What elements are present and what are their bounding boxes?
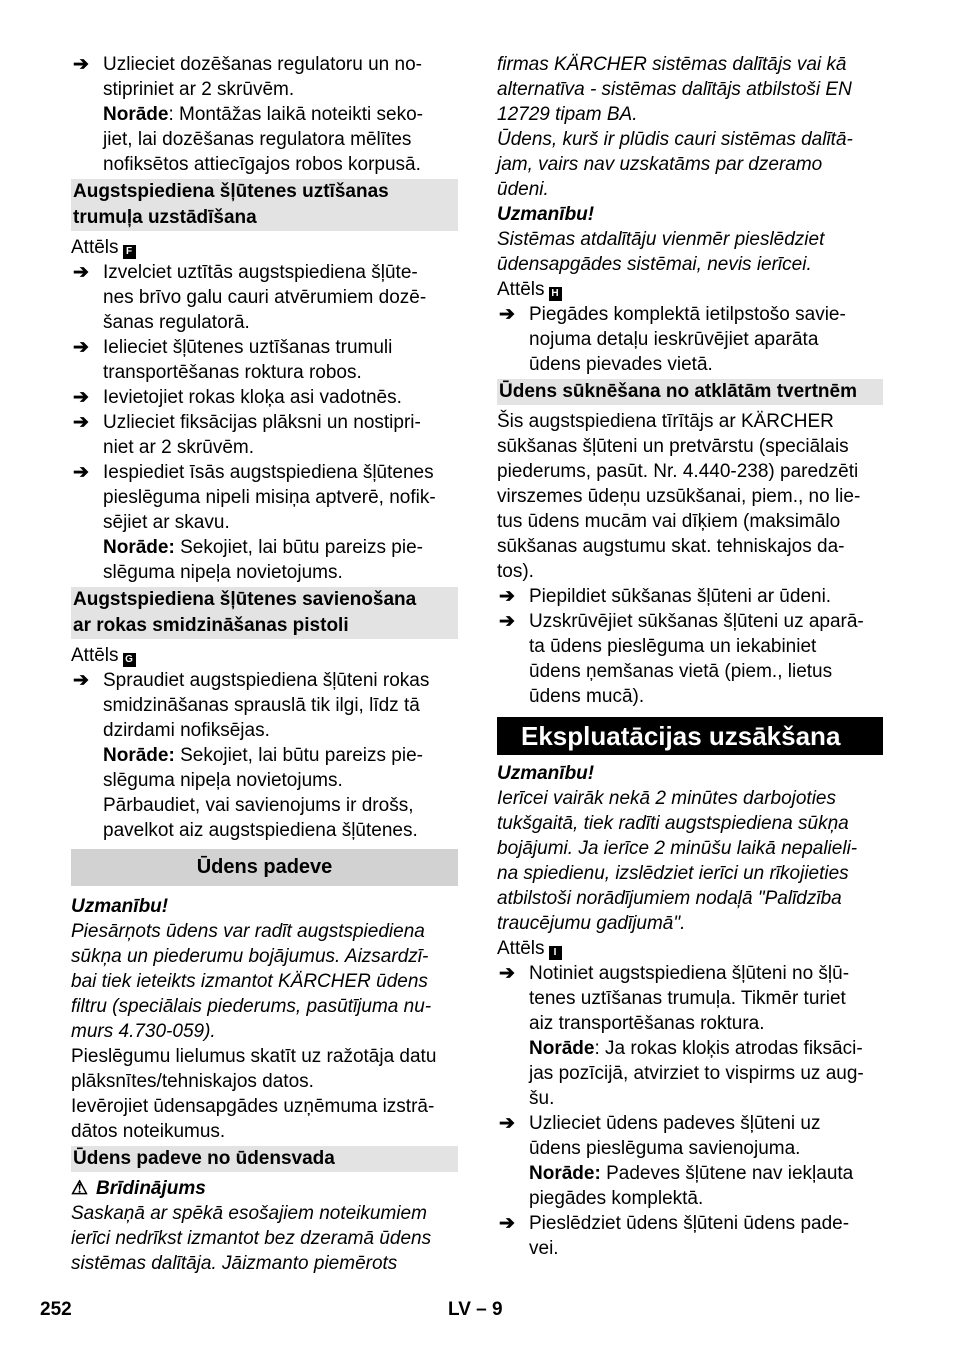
chapter-heading: Ekspluatācijas uzsākšana [497, 717, 883, 755]
note-label: Norāde: [103, 745, 175, 766]
instruction-item: ➔ Uzlieciet dozēšanas regulatoru un no- stipriniet ar 2 skrūvēm. Norāde: Montāžas laikā noteikti seko- jiet, lai dozēšanas regulatora mēlītes nofiksētos attiecīgajos robos korpusā. [73, 54, 423, 175]
arrow-right-icon: ➔ [73, 412, 89, 433]
arrow-right-icon: ➔ [73, 462, 89, 483]
arrow-right-icon: ➔ [499, 1213, 515, 1234]
arrow-right-icon: ➔ [499, 1113, 515, 1134]
figure-reference: Attēls F [71, 235, 458, 260]
warning-heading: ⚠ Brīdinājums [71, 1178, 206, 1199]
section-heading: Ūdens padeve no ūdensvada [71, 1146, 458, 1172]
arrow-right-icon: ➔ [499, 586, 515, 607]
instruction-item: ➔ Pieslēdziet ūdens šļūteni ūdens pade- vei. [499, 1213, 850, 1259]
figure-reference: Attēls I [497, 936, 883, 961]
arrow-right-icon: ➔ [73, 262, 89, 283]
arrow-right-icon: ➔ [499, 304, 515, 325]
arrow-right-icon: ➔ [73, 54, 89, 75]
note-label: Norāde [103, 104, 169, 125]
section-heading: Augstspiediena šļūtenes savienošana ar rokas smidzināšanas pistoli [71, 587, 458, 639]
figure-reference: Attēls G [71, 643, 458, 668]
figure-letter-badge: I [549, 946, 562, 960]
paragraph: Pieslēgumu lielumus skatīt uz ražotāja datu plāksnītes/tehniskajos datos. Ievērojiet ūdensapgādes uzņēmuma izstrā- dātos noteikumus. [71, 1046, 437, 1142]
instruction-item: ➔ Iespiediet īsās augstspiediena šļūtenes pieslēguma nipeli misiņa aptverē, nofik- sējiet ar skavu. Norāde: Sekojiet, lai būtu pareizs pie- slēguma nipeļa novietojums. [73, 462, 436, 583]
warning-text: Saskaņā ar spēkā esošajiem noteikumiem ierīci nedrīkst izmantot bez dzeramā ūdens sistēmas dalītāja. Jāizmanto piemērots [71, 1203, 432, 1274]
section-page-label: LV – 9 [448, 1299, 503, 1320]
figure-letter-badge: H [549, 287, 562, 301]
caution-label: Uzmanību! [497, 204, 595, 225]
arrow-right-icon: ➔ [499, 611, 515, 632]
instruction-item: ➔ Uzlieciet fiksācijas plāksni un nostipri- niet ar 2 skrūvēm. [73, 412, 421, 458]
caution-text: Ierīcei vairāk nekā 2 minūtes darbojoties tukšgaitā, tiek radīti augstspiediena sūkņa bojājumi. Ja ierīce 2 minūšu laikā nepalieli- na spiedienu, izslēdziet ierīci un rīkojieties atbilstoši norādījumiem nodaļā "Palīdzība traucējumu gadījumā". [497, 788, 858, 934]
instruction-item: ➔ Piegādes komplektā ietilpstošo savie- nojuma detaļu ieskrūvējiet aparāta ūdens pievades vietā. [499, 304, 846, 375]
figure-letter-badge: F [123, 245, 136, 259]
caution-text: Piesārņots ūdens var radīt augstspiediena sūkņa un piederumu bojājumus. Aizsardzī- bai tiek ieteikts izmantot KÄRCHER ūdens filtru (speciālais piederums, pasūtījuma nu- murs 4.730-059). [71, 921, 432, 1042]
arrow-right-icon: ➔ [499, 963, 515, 984]
warning-triangle-icon: ⚠ [71, 1178, 89, 1199]
section-heading: Ūdens padeve [71, 849, 458, 886]
note-label: Norāde: [103, 537, 175, 558]
instruction-item: ➔ Piepildiet sūkšanas šļūteni ar ūdeni. [499, 586, 832, 607]
instruction-item: ➔ Spraudiet augstspiediena šļūteni rokas smidzināšanas sprauslā tik ilgi, līdz tā dzirdami nofiksējas. Norāde: Sekojiet, lai būtu pareizs pie- slēguma nipeļa novietojums. Pārbaudiet, vai savienojums ir drošs, pavelkot aiz augstspiediena šļūtenes. [73, 670, 430, 841]
section-heading: Augstspiediena šļūtenes uztīšanas trumuļa uzstādīšana [71, 179, 458, 231]
instruction-item: ➔ Ielieciet šļūtenes uztīšanas trumuli transportēšanas roktura robos. [73, 337, 393, 383]
note-label: Norāde: [529, 1163, 601, 1184]
left-column [71, 52, 458, 1276]
arrow-right-icon: ➔ [73, 387, 89, 408]
note-label: Norāde [529, 1038, 595, 1059]
instruction-item: ➔ Izvelciet uztītās augstspiediena šļūte- nes brīvo galu cauri atvērumiem dozē- šanas regulatorā. [73, 262, 427, 333]
warning-text-continued: firmas KÄRCHER sistēmas dalītājs vai kā alternatīva - sistēmas dalītājs atbilstoši EN 12729 tipam BA. Ūdens, kurš ir plūdis cauri sistēmas dalītā- jam, vairs nav uzskatāms par dzeramo ūdeni. [497, 54, 853, 200]
figure-reference: Attēls H [497, 277, 883, 302]
caution-text: Sistēmas atdalītāju vienmēr pieslēdziet ūdensapgādes sistēmai, nevis ierīcei. [497, 229, 825, 275]
instruction-item: ➔ Uzlieciet ūdens padeves šļūteni uz ūdens pieslēguma savienojuma. Norāde: Padeves šļūtene nav iekļauta piegādes komplektā. [499, 1113, 854, 1209]
instruction-item: ➔ Notiniet augstspiediena šļūteni no šļū- tenes uztīšanas trumuļa. Tikmēr turiet aiz transportēšanas roktura. Norāde: Ja rokas kloķis atrodas fiksāci- jas pozīcijā, atvirziet to vispirms uz aug- šu. [499, 963, 864, 1109]
instruction-item: ➔ Ievietojiet rokas kloķa asi vadotnēs. [73, 387, 402, 408]
arrow-right-icon: ➔ [73, 337, 89, 358]
arrow-right-icon: ➔ [73, 670, 89, 691]
caution-label: Uzmanību! [497, 763, 595, 784]
instruction-item: ➔ Uzskrūvējiet sūkšanas šļūteni uz aparā- ta ūdens pieslēguma un iekabiniet ūdens ņemšanas vietā (piem., lietus ūdens mucā). [499, 611, 864, 707]
caution-label: Uzmanību! [71, 896, 169, 917]
page-number: 252 [40, 1299, 72, 1320]
section-heading: Ūdens sūknēšana no atklātām tvertnēm [497, 379, 883, 405]
figure-letter-badge: G [123, 653, 136, 667]
paragraph: Šis augstspiediena tīrītājs ar KÄRCHER sūkšanas šļūteni un pretvārstu (speciālais piederums, pasūt. Nr. 4.440-238) paredzēti virszemes ūdeņu uzsūkšanai, piem., no lie- tus ūdens mucām vai dīķiem (maksimālo sūkšanas augstumu skat. tehniskajos da- tos). [497, 411, 861, 582]
right-column [497, 52, 883, 1261]
